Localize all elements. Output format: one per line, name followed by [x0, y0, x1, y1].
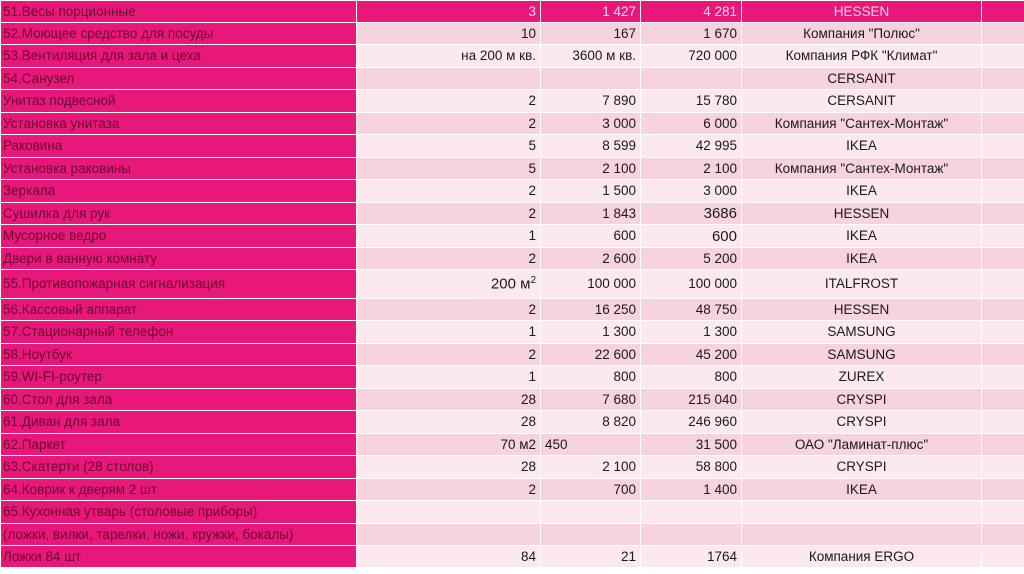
table-row	[1, 321, 1024, 344]
item-name	[1, 366, 357, 389]
empty-cell	[982, 524, 1024, 546]
item-quantity-text: 2	[528, 346, 536, 362]
item-total-text: 1 300	[703, 324, 737, 340]
item-supplier	[742, 23, 982, 45]
item-supplier	[742, 203, 982, 225]
item-supplier-text: CRYSPI	[836, 391, 887, 407]
item-name-text: 58.Ноутбук	[3, 346, 72, 362]
empty-cell	[982, 546, 1024, 568]
item-supplier-text: SAMSUNG	[827, 324, 896, 340]
item-supplier-text: ОАО "Ламинат-плюс"	[794, 436, 929, 452]
item-price-text: 7 890	[602, 93, 636, 109]
table-row	[1, 479, 1024, 501]
item-supplier	[742, 434, 982, 456]
item-supplier	[742, 225, 982, 248]
item-price-text: 2 600	[602, 250, 636, 266]
item-total	[641, 90, 742, 113]
item-quantity	[357, 180, 541, 203]
item-supplier-text: IKEA	[846, 183, 877, 199]
item-quantity	[357, 299, 541, 321]
item-quantity	[357, 321, 541, 344]
item-quantity	[357, 90, 541, 113]
item-total-text: 100 000	[688, 276, 737, 292]
empty-cell	[982, 248, 1024, 270]
item-quantity	[357, 23, 541, 45]
item-supplier	[742, 366, 982, 389]
item-name-text: 64.Коврик к дверям 2 шт	[3, 481, 158, 497]
table-row	[1, 45, 1024, 68]
item-supplier-text: Компания РФК "Климат"	[785, 48, 938, 64]
item-supplier	[742, 344, 982, 366]
item-price-text: 100 000	[587, 276, 636, 292]
item-price-text: 8 820	[602, 414, 636, 430]
item-total-text: 4 281	[703, 3, 737, 19]
item-price	[541, 546, 641, 568]
item-quantity-text: 5	[528, 138, 536, 154]
item-supplier	[742, 524, 982, 546]
item-total	[641, 225, 742, 248]
table-row	[1, 90, 1024, 113]
table-row	[1, 158, 1024, 180]
table-row	[1, 434, 1024, 456]
table-row	[1, 270, 1024, 299]
item-quantity-text: на 200 м кв.	[461, 48, 536, 64]
item-price	[541, 299, 641, 321]
item-total-text: 1 400	[703, 481, 737, 497]
item-quantity	[357, 434, 541, 456]
item-quantity	[357, 158, 541, 180]
item-price	[541, 270, 641, 299]
table-row	[1, 23, 1024, 45]
table-row	[1, 248, 1024, 270]
item-total	[641, 68, 742, 90]
empty-cell	[982, 479, 1024, 501]
item-supplier	[742, 479, 982, 501]
item-supplier-text: ZUREX	[838, 369, 885, 385]
item-supplier-text: HESSEN	[833, 3, 890, 19]
item-total-text: 800	[714, 369, 737, 385]
item-total	[641, 321, 742, 344]
item-supplier	[742, 113, 982, 135]
item-total-text: 42 995	[695, 138, 737, 154]
item-total-text: 58 800	[695, 459, 737, 475]
table-row	[1, 524, 1024, 546]
item-price	[541, 366, 641, 389]
item-quantity-text: 28	[520, 414, 536, 430]
item-supplier-text: HESSEN	[833, 205, 890, 221]
item-quantity-text: 2	[528, 205, 536, 221]
item-price	[541, 479, 641, 501]
item-price-text: 16 250	[594, 301, 636, 317]
item-name-text: Зеркала	[3, 183, 56, 199]
empty-cell	[982, 158, 1024, 180]
item-name-text: Мусорное ведро	[3, 228, 107, 244]
item-quantity-text: 1	[528, 369, 536, 385]
table-row	[1, 366, 1024, 389]
item-quantity-text: 1	[528, 228, 536, 244]
item-quantity-text: 84	[520, 548, 536, 564]
empty-cell	[982, 366, 1024, 389]
item-name-text: 54.Санузел	[3, 70, 75, 86]
item-name	[1, 546, 357, 568]
table-row	[1, 299, 1024, 321]
item-name-text: 55.Противопожарная сигнализация	[3, 276, 226, 292]
item-name	[1, 113, 357, 135]
item-quantity	[357, 135, 541, 158]
item-total-text: 246 960	[688, 414, 737, 430]
item-total	[641, 501, 742, 524]
item-price-text: 1 500	[602, 183, 636, 199]
item-quantity-text: 2	[528, 301, 536, 317]
item-price-text: 2 100	[602, 160, 636, 176]
item-supplier	[742, 411, 982, 434]
item-name	[1, 524, 357, 546]
item-supplier-text: Компания "Сантех-Монтаж"	[774, 115, 949, 131]
item-name-text: 52.Моющее средство для посуды	[3, 25, 214, 41]
item-name	[1, 1, 357, 23]
item-price	[541, 90, 641, 113]
item-total-text: 6 000	[703, 115, 737, 131]
item-supplier-text: HESSEN	[833, 301, 890, 317]
item-total	[641, 135, 742, 158]
empty-cell	[982, 344, 1024, 366]
item-total-text: 15 780	[695, 93, 737, 109]
item-supplier	[742, 1, 982, 23]
item-quantity	[357, 270, 541, 299]
item-name-text: Унитаз подвесной	[3, 93, 116, 109]
item-quantity	[357, 45, 541, 68]
empty-cell	[982, 23, 1024, 45]
item-total-text: 3 000	[703, 183, 737, 199]
item-total	[641, 113, 742, 135]
item-price	[541, 1, 641, 23]
item-price	[541, 45, 641, 68]
item-price	[541, 501, 641, 524]
item-quantity	[357, 524, 541, 546]
empty-cell	[982, 389, 1024, 411]
empty-cell	[982, 321, 1024, 344]
item-price	[541, 203, 641, 225]
table-row	[1, 411, 1024, 434]
item-quantity-text: 3	[528, 3, 536, 19]
item-price	[541, 225, 641, 248]
item-name-text: 62.Паркет	[3, 436, 66, 452]
item-price-text: 3 000	[602, 115, 636, 131]
item-name-text: Установка раковины	[3, 160, 132, 176]
item-name	[1, 158, 357, 180]
item-quantity	[357, 1, 541, 23]
item-name	[1, 389, 357, 411]
item-name-text: 65.Кухонная утварь (столовые приборы)	[3, 504, 258, 520]
item-quantity-text: 2	[528, 250, 536, 266]
item-supplier-text: SAMSUNG	[827, 346, 896, 362]
empty-cell	[982, 135, 1024, 158]
item-quantity	[357, 411, 541, 434]
item-quantity-text: 2	[528, 183, 536, 199]
item-quantity-text: 5	[528, 160, 536, 176]
item-name	[1, 456, 357, 479]
item-total	[641, 270, 742, 299]
item-price-text: 450	[545, 436, 568, 452]
empty-cell	[982, 270, 1024, 299]
item-supplier	[742, 546, 982, 568]
item-total	[641, 45, 742, 68]
item-price-text: 21	[620, 548, 636, 564]
item-name	[1, 479, 357, 501]
item-name	[1, 90, 357, 113]
item-quantity	[357, 546, 541, 568]
item-price-text: 1 427	[602, 3, 636, 19]
item-quantity-text: 70 м2	[500, 436, 536, 452]
table-row	[1, 389, 1024, 411]
item-name	[1, 248, 357, 270]
table-row	[1, 225, 1024, 248]
item-supplier-text: IKEA	[846, 138, 877, 154]
item-price-text: 800	[613, 369, 636, 385]
empty-cell	[982, 203, 1024, 225]
item-name-text: Раковина	[3, 138, 63, 154]
item-name	[1, 321, 357, 344]
item-name	[1, 203, 357, 225]
item-name-text: (ложки, вилки, тарелки, ножи, кружки, бокалы)	[3, 526, 294, 542]
item-total	[641, 299, 742, 321]
item-quantity-text: 28	[520, 459, 536, 475]
item-total-text: 31 500	[695, 436, 737, 452]
item-name	[1, 225, 357, 248]
table-row	[1, 68, 1024, 90]
item-name-text: 60.Стол для зала	[3, 391, 113, 407]
item-quantity-text: 10	[520, 25, 536, 41]
item-supplier	[742, 501, 982, 524]
item-total	[641, 1, 742, 23]
item-quantity	[357, 68, 541, 90]
item-name	[1, 501, 357, 524]
item-supplier	[742, 456, 982, 479]
item-price	[541, 158, 641, 180]
item-total	[641, 389, 742, 411]
item-total	[641, 344, 742, 366]
item-price	[541, 248, 641, 270]
item-name-text: 61.Диван для зала	[3, 414, 121, 430]
item-name-text: 51.Весы порционные	[3, 3, 136, 19]
item-name	[1, 180, 357, 203]
item-price	[541, 135, 641, 158]
item-supplier	[742, 45, 982, 68]
item-price-text: 3600 м кв.	[572, 48, 636, 64]
item-name-text: Ложки 84 шт	[3, 548, 82, 564]
item-supplier-text: CRYSPI	[836, 459, 887, 475]
item-total-text: 1 670	[703, 25, 737, 41]
item-supplier-text: CERSANIT	[827, 70, 896, 86]
empty-cell	[982, 411, 1024, 434]
item-supplier	[742, 90, 982, 113]
item-quantity	[357, 225, 541, 248]
table-row	[1, 546, 1024, 568]
item-total-text: 5 200	[703, 250, 737, 266]
table-row	[1, 180, 1024, 203]
unit-superscript: 2	[530, 275, 536, 287]
table-row	[1, 344, 1024, 366]
item-supplier-text: IKEA	[846, 250, 877, 266]
item-price	[541, 434, 641, 456]
item-quantity-text: 2	[528, 115, 536, 131]
item-supplier-text: Компания "Сантех-Монтаж"	[774, 160, 949, 176]
item-total	[641, 203, 742, 225]
item-quantity-text: 2	[528, 93, 536, 109]
item-supplier	[742, 270, 982, 299]
item-supplier-text: ITALFROST	[824, 276, 899, 292]
item-name	[1, 68, 357, 90]
item-total	[641, 23, 742, 45]
table-row	[1, 135, 1024, 158]
item-name	[1, 344, 357, 366]
item-price-text: 8 599	[602, 138, 636, 154]
item-quantity-text: 200 м	[490, 275, 531, 293]
item-quantity-text: 1	[528, 324, 536, 340]
item-total-text: 215 040	[688, 391, 737, 407]
item-total-text: 45 200	[695, 346, 737, 362]
item-quantity	[357, 113, 541, 135]
item-name	[1, 45, 357, 68]
item-price	[541, 180, 641, 203]
item-supplier-text: Компания "Полюс"	[803, 25, 920, 41]
item-quantity	[357, 501, 541, 524]
item-supplier	[742, 248, 982, 270]
item-quantity	[357, 203, 541, 225]
table-row	[1, 501, 1024, 524]
item-name-text: 57.Стационарный телефон	[3, 324, 174, 340]
item-name-text: 63.Скатерти (28 столов)	[3, 459, 154, 475]
item-supplier	[742, 299, 982, 321]
item-price-text: 1 843	[602, 205, 636, 221]
item-total	[641, 546, 742, 568]
item-total	[641, 456, 742, 479]
empty-cell	[982, 299, 1024, 321]
item-supplier-text: IKEA	[846, 481, 877, 497]
item-price	[541, 456, 641, 479]
item-price	[541, 524, 641, 546]
item-supplier	[742, 135, 982, 158]
item-quantity	[357, 456, 541, 479]
item-total	[641, 479, 742, 501]
empty-cell	[982, 434, 1024, 456]
item-price	[541, 344, 641, 366]
empty-cell	[982, 68, 1024, 90]
item-price-text: 22 600	[594, 346, 636, 362]
item-total	[641, 366, 742, 389]
item-name	[1, 135, 357, 158]
item-total	[641, 434, 742, 456]
empty-cell	[982, 456, 1024, 479]
item-quantity	[357, 366, 541, 389]
item-price-text: 167	[613, 25, 636, 41]
table-row	[1, 1, 1024, 23]
item-name	[1, 270, 357, 299]
empty-cell	[982, 45, 1024, 68]
item-name	[1, 411, 357, 434]
item-total	[641, 411, 742, 434]
item-price	[541, 113, 641, 135]
item-quantity	[357, 389, 541, 411]
item-name-text: Двери в ванную комнату	[3, 250, 158, 266]
item-supplier	[742, 180, 982, 203]
item-quantity	[357, 479, 541, 501]
item-supplier	[742, 158, 982, 180]
item-total	[641, 180, 742, 203]
item-price-text: 700	[613, 481, 636, 497]
item-total-text: 600	[711, 227, 737, 245]
item-name	[1, 23, 357, 45]
item-name-text: Установка унитаза	[3, 115, 120, 131]
item-total-text: 3686	[703, 205, 737, 222]
item-price	[541, 411, 641, 434]
item-quantity-text: 28	[520, 391, 536, 407]
item-price	[541, 321, 641, 344]
item-total-text: 2 100	[703, 160, 737, 176]
item-supplier	[742, 389, 982, 411]
item-name-text: Сушилка для рук	[3, 205, 111, 221]
item-name-text: 59.WI-FI-роутер	[3, 369, 102, 385]
item-price-text: 1 300	[602, 324, 636, 340]
item-name-text: 56.Кассовый аппарат	[3, 301, 138, 317]
item-quantity	[357, 248, 541, 270]
item-price-text: 2 100	[602, 459, 636, 475]
item-total-text: 720 000	[688, 48, 737, 64]
item-total	[641, 158, 742, 180]
item-supplier	[742, 68, 982, 90]
item-supplier-text: IKEA	[846, 228, 877, 244]
item-total	[641, 248, 742, 270]
item-price-text: 600	[613, 228, 636, 244]
item-total-text: 48 750	[695, 301, 737, 317]
table-row	[1, 456, 1024, 479]
empty-cell	[982, 501, 1024, 524]
item-supplier	[742, 321, 982, 344]
item-quantity-text: 2	[528, 481, 536, 497]
empty-cell	[982, 180, 1024, 203]
empty-cell	[982, 1, 1024, 23]
empty-cell	[982, 113, 1024, 135]
empty-cell	[982, 225, 1024, 248]
item-name	[1, 299, 357, 321]
item-total-text: 1764	[706, 548, 737, 564]
item-total	[641, 524, 742, 546]
item-price	[541, 389, 641, 411]
item-supplier-text: CERSANIT	[827, 93, 896, 109]
item-price	[541, 68, 641, 90]
table-row	[1, 203, 1024, 225]
item-supplier-text: CRYSPI	[836, 414, 887, 430]
item-name-text: 53.Вентиляция для зала и цеха	[3, 48, 201, 64]
item-price	[541, 23, 641, 45]
item-price-text: 7 680	[602, 391, 636, 407]
empty-cell	[982, 90, 1024, 113]
item-name	[1, 434, 357, 456]
item-quantity	[357, 344, 541, 366]
item-supplier-text: Компания ERGO	[808, 548, 915, 564]
table-row	[1, 113, 1024, 135]
